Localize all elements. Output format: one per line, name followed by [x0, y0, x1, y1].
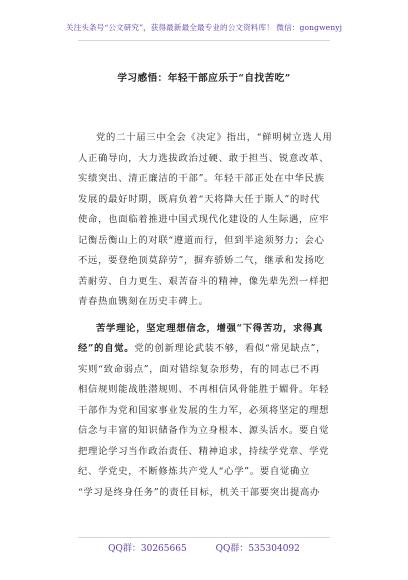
paragraph-line: 使命，也面临着推进中国式现代化建设的人生际遇，应牢	[78, 214, 330, 225]
header-divider	[78, 40, 330, 41]
paragraph-text: 党的创新理论武装不够，看似“常见缺点”，	[134, 343, 327, 354]
paragraph-line: 人正确导向，大力选拔政治过硬、敢于担当、锐意改革、	[78, 152, 330, 164]
document-title: 学习感悟：年轻干部应乐于“自找苦吃”	[117, 73, 291, 84]
paragraph-line: 纪、学党史，不断修炼共产党人“心学”。要自觉确立	[78, 466, 311, 477]
paragraph-line: 实则“致命弱点”，面对错综复杂形势，有的同志已不再	[78, 363, 321, 375]
paragraph-line: 苦耐劳、自力更生、艰苦奋斗的精神，像先辈先烈一样把	[78, 275, 330, 287]
paragraph-line: 干部作为党和国家事业发展的生力军，必须将坚定的理想	[78, 404, 330, 416]
paragraph-line: 不远，要登绝顶莫辞劳”，摒弃骄娇二气，继承和发扬吃	[78, 255, 325, 266]
paragraph-line: 记衡岳衡山上的对联“遵道而行，但到半途须努力；会心	[78, 234, 325, 246]
paragraph-line: 党的二十届三中全会《决定》指出，“鲜明树立选人用	[96, 132, 333, 143]
paragraph-line: 相信规则能战胜潜规则、不再相信风骨能胜于媚骨。年轻	[78, 384, 330, 395]
qq-group-2: QQ群：535304092	[215, 544, 300, 554]
section-heading: 苦学理论，坚定理想信念，增强“下得苦功，求得真	[96, 322, 324, 334]
paragraph-line: 实绩突出、清正廉洁的干部”。年轻干部正处在中华民族	[78, 173, 325, 184]
paragraph-line: 把理论学习当作政治责任、精神追求，持续学党章、学党	[78, 445, 330, 457]
paragraph-line: 青春热血镌刻在历史丰碑上。	[78, 296, 209, 307]
paragraph-line: 信念与丰富的知识储备作为立身根本、源头活水。要自觉	[78, 425, 330, 436]
header-note: 关注头条号“公文研究”，获得最新最全最专业的公文资料库！ 微信：gongwenyj	[65, 23, 343, 32]
footer-divider	[78, 537, 330, 538]
paragraph-line: 发展的最好时期，既肩负着“天将降大任于斯人”的时代	[78, 193, 321, 205]
paragraph-2	[78, 319, 336, 504]
paragraph-1	[78, 128, 336, 313]
document-body	[78, 128, 336, 503]
paragraph-line: “学习是终身任务”的责任目标，机关干部要突出提高办	[78, 486, 321, 498]
footer	[0, 541, 408, 554]
section-heading-end: 经”的自觉。	[78, 343, 135, 354]
qq-group-1: QQ群：30265665	[108, 544, 187, 554]
